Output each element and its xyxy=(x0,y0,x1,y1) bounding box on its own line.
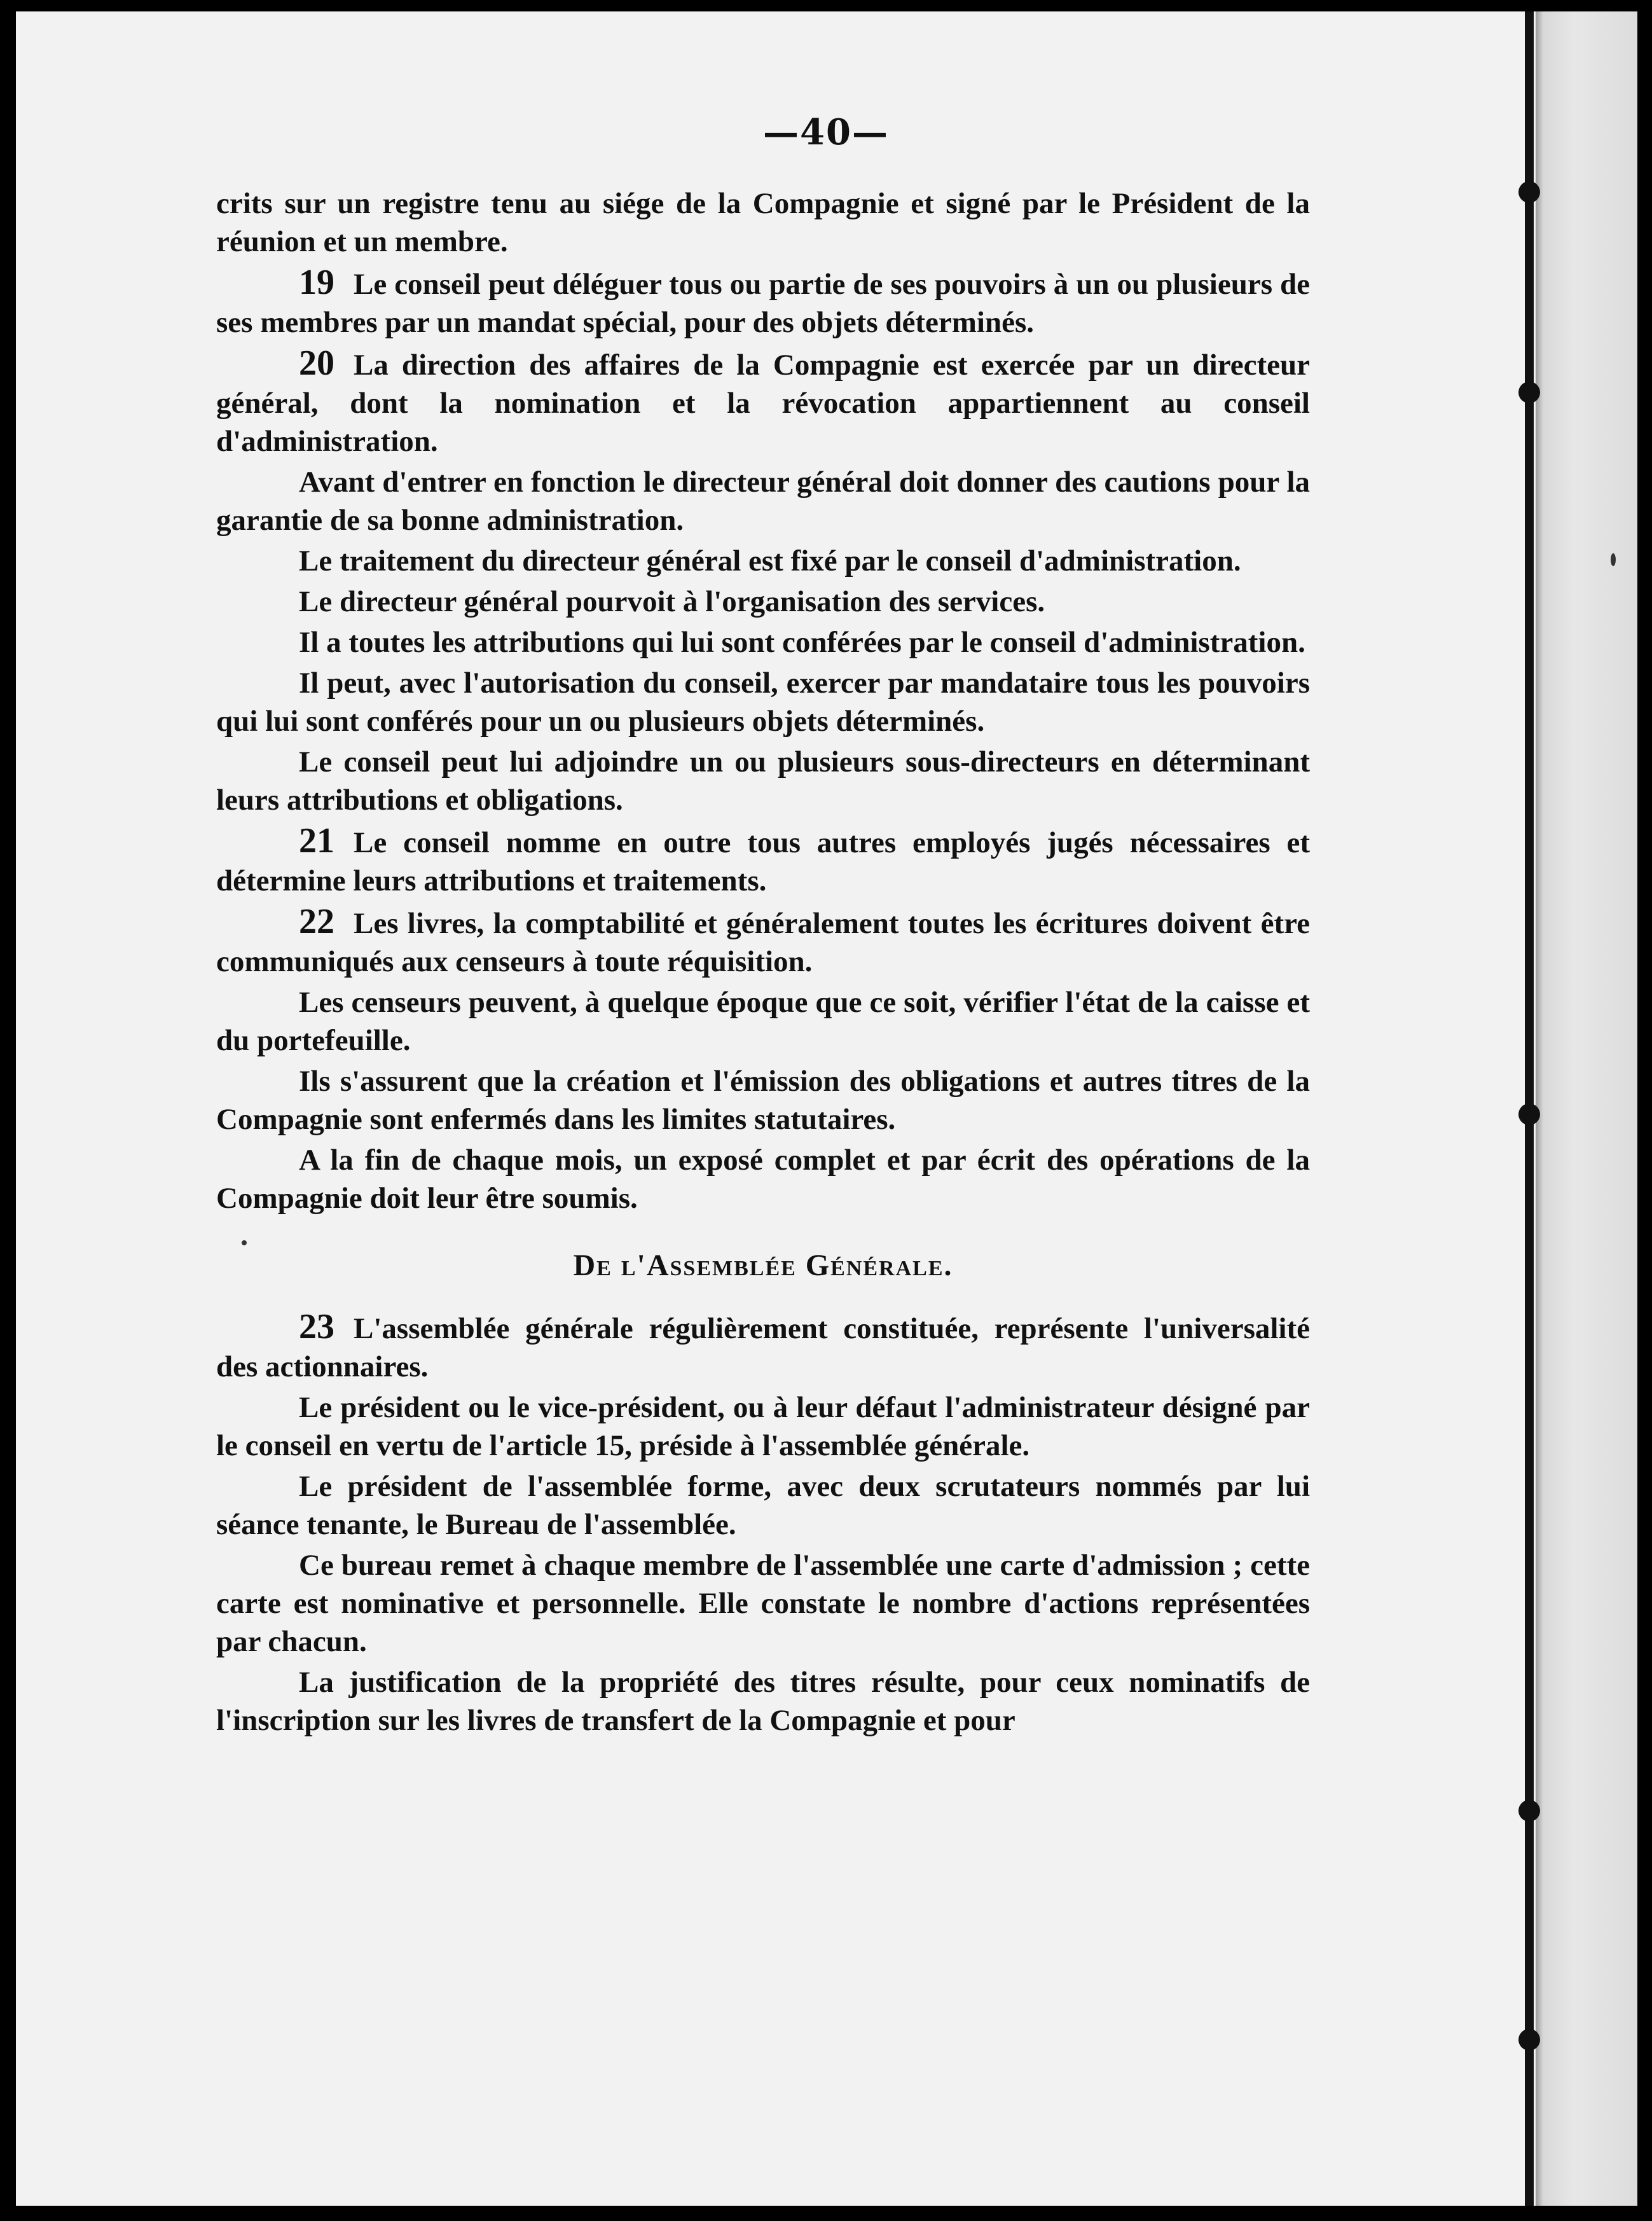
paragraph-text: Avant d'entrer en fonction le directeur général doit donner des cautions pour la garantie de sa bonne administration. xyxy=(216,466,1310,537)
paragraph-text: Les livres, la comptabilité et généralement toutes les écritures doivent être communiqués aux censeurs à toute réquisition. xyxy=(216,907,1310,978)
article-paragraphs-assembly xyxy=(216,1308,1310,1740)
paragraph xyxy=(216,1388,1310,1465)
paragraph-text: Le conseil peut déléguer tous ou partie de ses pouvoirs à un ou plusieurs de ses membres par un mandat spécial, pour des objets déterminés. xyxy=(216,268,1310,339)
paragraph xyxy=(216,1546,1310,1661)
article-number: 19 xyxy=(299,263,334,302)
facing-page-edge xyxy=(1536,11,1637,2206)
paragraph-text: Le président de l'assemblée forme, avec deux scrutateurs nommés par lui séance tenante, le Bureau de l'assemblée. xyxy=(216,1470,1310,1541)
paragraph-text: Il a toutes les attributions qui lui sont conférées par le conseil d'administration. xyxy=(299,626,1305,659)
paragraph-text: La direction des affaires de la Compagnie est exercée par un directeur général, dont la nomination et la révocation appartiennent au conseil d'administration. xyxy=(216,349,1310,458)
article-number: 22 xyxy=(299,902,334,941)
binding-stitch xyxy=(1518,1800,1540,1822)
paragraph xyxy=(216,1062,1310,1138)
section-heading: De l'Assemblée Générale. xyxy=(573,1249,953,1282)
article-number: 23 xyxy=(299,1307,334,1346)
paragraph-text: Le conseil peut lui adjoindre un ou plusieurs sous-directeurs en déterminant leurs attributions et obligations. xyxy=(216,745,1310,817)
paragraph-text: Il peut, avec l'autorisation du conseil, exercer par mandataire tous les pouvoirs qui lui sont conférés pour un ou plusieurs objets déterminés. xyxy=(216,667,1310,738)
paragraph xyxy=(216,1141,1310,1217)
paragraph-text: A la fin de chaque mois, un exposé complet et par écrit des opérations de la Compagnie doit leur être soumis. xyxy=(216,1144,1310,1215)
article-20 xyxy=(216,344,1310,460)
paragraph xyxy=(216,1467,1310,1544)
paragraph xyxy=(216,463,1310,539)
paragraph xyxy=(216,184,1310,261)
document-body xyxy=(216,184,1310,1742)
page-number: —40— xyxy=(763,111,889,153)
binding-stitch xyxy=(1518,2029,1540,2051)
paragraph xyxy=(216,743,1310,819)
article-23 xyxy=(216,1308,1310,1386)
article-21 xyxy=(216,822,1310,900)
paragraph-text: Les censeurs peuvent, à quelque époque que ce soit, vérifier l'état de la caisse et du portefeuille. xyxy=(216,986,1310,1057)
paragraph-text: Le traitement du directeur général est fixé par le conseil d'administration. xyxy=(299,544,1241,578)
paragraph-text: Le président ou le vice-président, ou à leur défaut l'administrateur désigné par le conseil en vertu de l'article 15, préside à l'assemblée générale. xyxy=(216,1391,1310,1462)
paragraph-text: Ils s'assurent que la création et l'émission des obligations et autres titres de la Compagnie sont enfermés dans les limites statutaires. xyxy=(216,1065,1310,1136)
paragraph xyxy=(216,623,1310,661)
article-22 xyxy=(216,903,1310,981)
paragraph-text: L'assemblée générale régulièrement constituée, représente l'universalité des actionnaires. xyxy=(216,1312,1310,1383)
paragraph-text: Ce bureau remet à chaque membre de l'assemblée une carte d'admission ; cette carte est nominative et personnelle. Elle constate le nombre d'actions représentées par chacun. xyxy=(216,1549,1310,1658)
paragraph xyxy=(216,542,1310,580)
article-number: 20 xyxy=(299,343,334,383)
paragraph xyxy=(216,583,1310,621)
paragraph-text: La justification de la propriété des titres résulte, pour ceux nominatifs de l'inscription sur les livres de transfert de la Compagnie et pour xyxy=(216,1666,1310,1737)
scan-border xyxy=(0,2206,1652,2221)
article-paragraphs xyxy=(216,184,1310,1217)
article-19 xyxy=(216,263,1310,342)
article-number: 21 xyxy=(299,821,334,861)
paragraph-text: Le conseil nomme en outre tous autres employés jugés nécessaires et détermine leurs attributions et traitements. xyxy=(216,826,1310,897)
paragraph-text: crits sur un registre tenu au siége de la Compagnie et signé par le Président de la réunion et un membre. xyxy=(216,187,1310,258)
binding-stitch xyxy=(1518,181,1540,203)
binding-stitch xyxy=(1518,1104,1540,1125)
paragraph xyxy=(216,664,1310,740)
paragraph xyxy=(216,983,1310,1060)
paragraph-text: Le directeur général pourvoit à l'organisation des services. xyxy=(299,585,1045,618)
ink-speck xyxy=(1611,553,1616,566)
binding-stitch xyxy=(1518,382,1540,403)
paragraph xyxy=(216,1663,1310,1740)
